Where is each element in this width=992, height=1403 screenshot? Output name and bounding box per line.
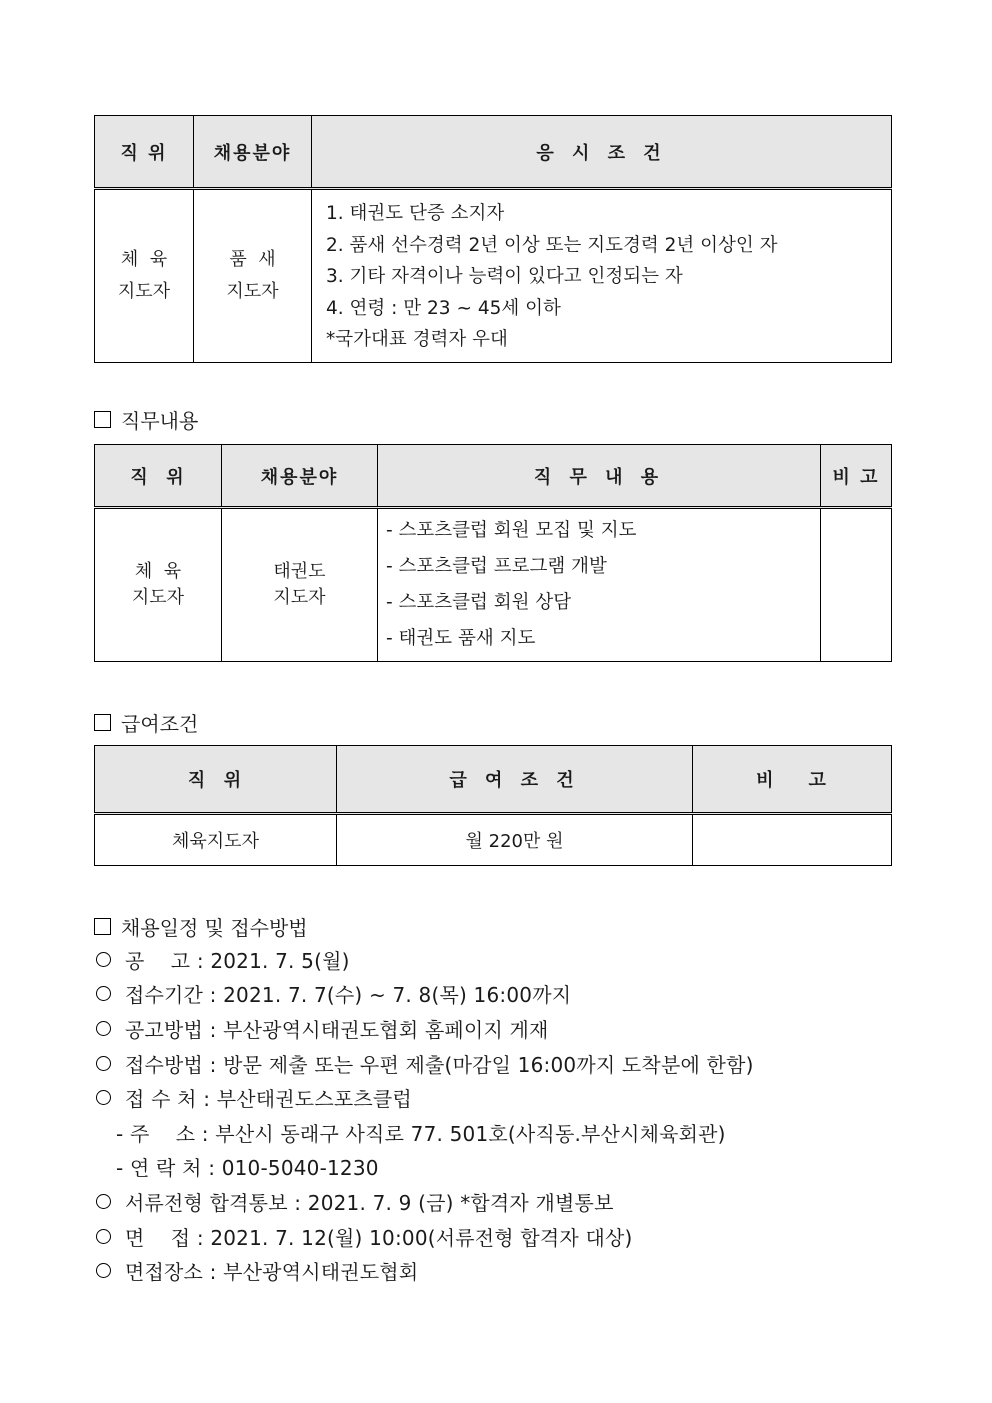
schedule-list bbox=[94, 942, 914, 1288]
field-line-2: 지도자 bbox=[226, 280, 279, 302]
field-line-1: 태권도 bbox=[273, 561, 326, 582]
field-line-2: 지도자 bbox=[273, 587, 326, 608]
header-note: 비 고 bbox=[821, 445, 892, 508]
schedule-item bbox=[94, 1080, 914, 1115]
salary-cell: 월 220만 원 bbox=[337, 814, 693, 866]
schedule-text: 면 접 : 2021. 7. 12(월) 10:00(서류전형 합격자 대상) bbox=[125, 1225, 633, 1250]
schedule-item bbox=[94, 942, 914, 977]
position-line-1: 체 육 bbox=[134, 561, 182, 582]
circle-bullet-icon bbox=[96, 1056, 111, 1071]
condition-item: 4. 연령 : 만 23 ~ 45세 이하 bbox=[326, 297, 561, 319]
section-title-schedule bbox=[94, 912, 308, 941]
field-cell bbox=[194, 189, 312, 363]
schedule-text: 서류전형 합격통보 : 2021. 7. 9 (금) *합격자 개별통보 bbox=[125, 1190, 614, 1215]
position-line-2: 지도자 bbox=[131, 587, 185, 608]
note-cell bbox=[821, 508, 892, 662]
contact-address: - 주 소 : 부산시 동래구 사직로 77. 501호(사직동.부산시체육회관) bbox=[116, 1121, 726, 1146]
circle-bullet-icon bbox=[96, 986, 111, 1001]
circle-bullet-icon bbox=[96, 1194, 111, 1209]
duties-table bbox=[94, 444, 892, 662]
section-title-text: 채용일정 및 접수방법 bbox=[121, 916, 308, 940]
conditions-cell bbox=[312, 189, 892, 363]
position-cell: 체육지도자 bbox=[95, 814, 337, 866]
schedule-text: 접 수 처 : 부산태권도스포츠클럽 bbox=[125, 1087, 412, 1112]
schedule-item bbox=[94, 1219, 914, 1254]
schedule-item bbox=[94, 1046, 914, 1081]
duty-item: - 스포츠클럽 회원 상담 bbox=[386, 592, 572, 613]
duty-item: - 스포츠클럽 프로그램 개발 bbox=[386, 556, 607, 577]
field-cell bbox=[222, 508, 378, 662]
schedule-text: 공고방법 : 부산광역시태권도협회 홈페이지 게재 bbox=[125, 1017, 549, 1042]
position-line-2: 지도자 bbox=[117, 280, 171, 302]
duty-item: - 태권도 품새 지도 bbox=[386, 628, 536, 649]
schedule-text: 접수방법 : 방문 제출 또는 우편 제출(마감일 16:00까지 도착분에 한함) bbox=[125, 1052, 754, 1077]
duty-item: - 스포츠클럽 회원 모집 및 지도 bbox=[386, 520, 637, 541]
note-cell bbox=[693, 814, 892, 866]
condition-item: 2. 품새 선수경력 2년 이상 또는 지도경력 2년 이상인 자 bbox=[326, 234, 778, 256]
condition-item: 3. 기타 자격이나 능력이 있다고 인정되는 자 bbox=[326, 266, 683, 288]
position-cell bbox=[95, 508, 222, 662]
schedule-text: 접수기간 : 2021. 7. 7(수) ~ 7. 8(목) 16:00까지 bbox=[125, 983, 572, 1008]
header-field: 채용분야 bbox=[222, 445, 378, 508]
header-field: 채용분야 bbox=[194, 116, 312, 189]
application-conditions-table bbox=[94, 115, 892, 363]
header-conditions: 응 시 조 건 bbox=[312, 116, 892, 189]
position-line-1: 체 육 bbox=[120, 248, 168, 270]
schedule-item bbox=[94, 977, 914, 1012]
schedule-item bbox=[94, 1011, 914, 1046]
header-position: 직 위 bbox=[95, 445, 222, 508]
circle-bullet-icon bbox=[96, 1229, 111, 1244]
header-position: 직 위 bbox=[95, 116, 194, 189]
section-title-text: 직무내용 bbox=[121, 409, 199, 433]
circle-bullet-icon bbox=[96, 1021, 111, 1036]
section-title-text: 급여조건 bbox=[121, 712, 199, 736]
header-note: 비 고 bbox=[693, 746, 892, 814]
checkbox-square-icon bbox=[94, 714, 111, 731]
contact-phone: - 연 락 처 : 010-5040-1230 bbox=[116, 1156, 379, 1181]
schedule-item bbox=[94, 1253, 914, 1288]
field-line-1: 품 새 bbox=[229, 248, 276, 270]
schedule-text: 면접장소 : 부산광역시태권도협회 bbox=[125, 1260, 419, 1285]
header-position: 직 위 bbox=[95, 746, 337, 814]
header-duties: 직 무 내 용 bbox=[378, 445, 821, 508]
header-salary: 급 여 조 건 bbox=[337, 746, 693, 814]
section-title-duties bbox=[94, 405, 198, 434]
circle-bullet-icon bbox=[96, 1263, 111, 1278]
duties-cell bbox=[378, 508, 821, 662]
circle-bullet-icon bbox=[96, 1090, 111, 1105]
position-cell bbox=[95, 189, 194, 363]
section-title-salary bbox=[94, 708, 198, 737]
salary-table bbox=[94, 745, 892, 866]
condition-item: *국가대표 경력자 우대 bbox=[326, 329, 508, 351]
schedule-text: 공 고 : 2021. 7. 5(월) bbox=[125, 948, 350, 973]
schedule-item bbox=[94, 1184, 914, 1219]
condition-item: 1. 태권도 단증 소지자 bbox=[326, 203, 505, 224]
checkbox-square-icon bbox=[94, 918, 111, 935]
checkbox-square-icon bbox=[94, 411, 111, 428]
circle-bullet-icon bbox=[96, 952, 111, 967]
